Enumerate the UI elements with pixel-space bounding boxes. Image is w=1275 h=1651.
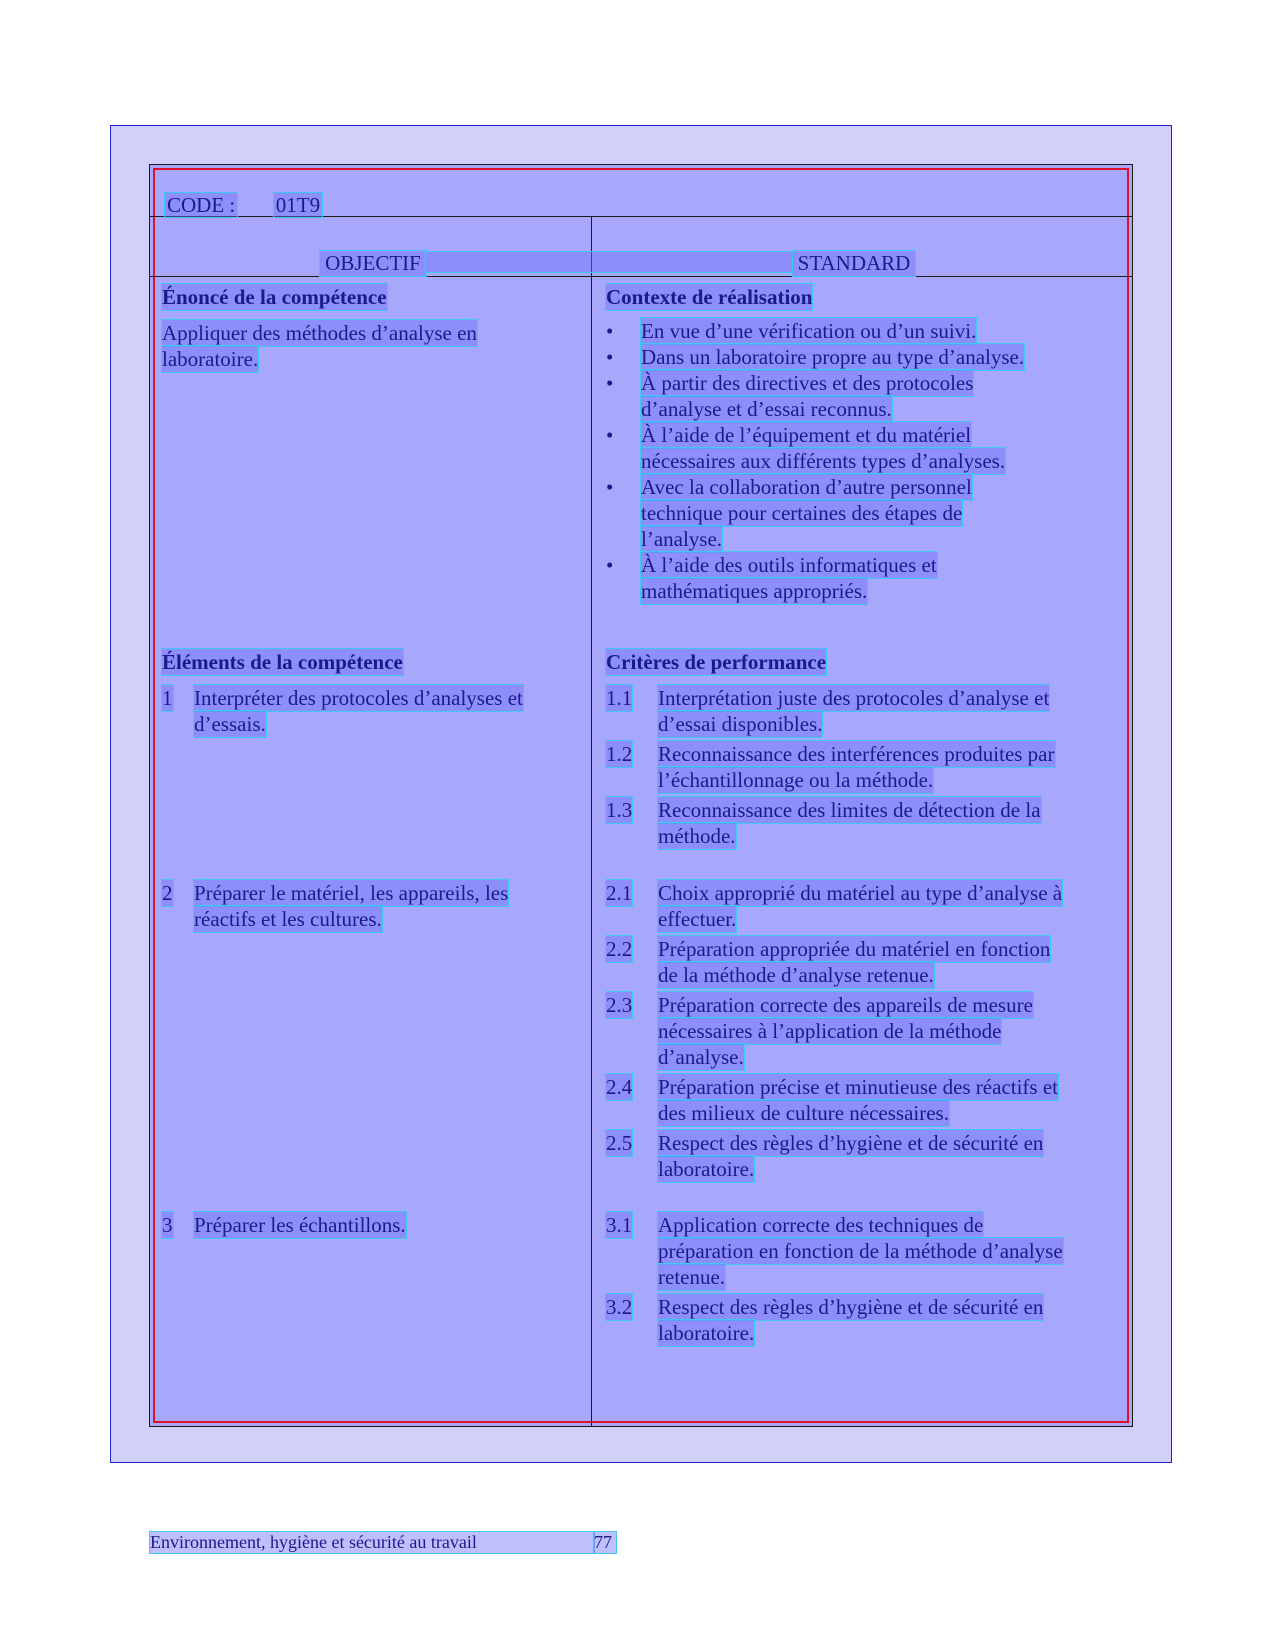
- critere-number: 2.3: [606, 993, 633, 1017]
- critere-number: 3.1: [606, 1213, 633, 1237]
- column-head-standard: STANDARD: [793, 251, 915, 276]
- critere-line: effectuer.: [658, 907, 737, 931]
- contexte-bullet-line: En vue d’une vérification ou d’un suivi.: [641, 319, 977, 343]
- column-head-band: [426, 252, 793, 272]
- bullet-icon: •: [606, 371, 614, 395]
- element-line: d’essais.: [194, 712, 266, 736]
- contexte-bullet-line: Dans un laboratoire propre au type d’analyse.: [641, 345, 1025, 369]
- critere-line: méthode.: [658, 824, 736, 848]
- enonce-line: Appliquer des méthodes d’analyse en: [162, 321, 477, 345]
- element-number: 1: [162, 686, 173, 710]
- enonce-line: laboratoire.: [162, 347, 259, 371]
- critere-line: Préparation appropriée du matériel en fonction: [658, 937, 1051, 961]
- criteres-title: Critères de performance: [606, 650, 827, 674]
- code-value: 01T9: [275, 193, 321, 217]
- critere-line: des milieux de culture nécessaires.: [658, 1101, 949, 1125]
- element-line: Préparer les échantillons.: [194, 1213, 406, 1237]
- element-line: Préparer le matériel, les appareils, les: [194, 881, 509, 905]
- critere-line: d’essai disponibles.: [658, 712, 823, 736]
- critere-line: Choix approprié du matériel au type d’analyse à: [658, 881, 1063, 905]
- element-line: Interpréter des protocoles d’analyses et: [194, 686, 523, 710]
- page-footer: [150, 1532, 616, 1553]
- critere-line: retenue.: [658, 1265, 726, 1289]
- critere-line: Application correcte des techniques de: [658, 1213, 984, 1237]
- column-head-divider: [149, 276, 1133, 277]
- critere-number: 1.1: [606, 686, 633, 710]
- column-head-objectif: OBJECTIF: [320, 251, 426, 276]
- code-row: [165, 193, 322, 218]
- critere-line: d’analyse.: [658, 1045, 744, 1069]
- critere-number: 1.3: [606, 798, 633, 822]
- page-number: 77: [594, 1532, 616, 1553]
- element-number: 2: [162, 881, 173, 905]
- critere-line: nécessaires à l’application de la méthode: [658, 1019, 1002, 1043]
- code-label: CODE :: [167, 193, 236, 217]
- critere-line: Interprétation juste des protocoles d’analyse et: [658, 686, 1050, 710]
- critere-line: laboratoire.: [658, 1321, 755, 1345]
- critere-number: 2.5: [606, 1131, 633, 1155]
- contexte-bullet-line: À partir des directives et des protocoles: [641, 371, 974, 395]
- critere-line: Respect des règles d’hygiène et de sécurité en: [658, 1295, 1044, 1319]
- critere-number: 3.2: [606, 1295, 633, 1319]
- contexte-bullet-line: Avec la collaboration d’autre personnel: [641, 475, 972, 499]
- critere-line: Préparation correcte des appareils de mesure: [658, 993, 1033, 1017]
- contexte-bullet-line: technique pour certaines des étapes de: [641, 501, 963, 525]
- critere-line: Reconnaissance des limites de détection de la: [658, 798, 1041, 822]
- contexte-bullet-line: nécessaires aux différents types d’analyses.: [641, 449, 1006, 473]
- enonce-title: Énoncé de la compétence: [162, 285, 387, 309]
- elements-title: Éléments de la compétence: [162, 650, 403, 674]
- critere-number: 2.2: [606, 937, 633, 961]
- critere-line: Reconnaissance des interférences produites par: [658, 742, 1055, 766]
- bullet-icon: •: [606, 475, 614, 499]
- critere-line: laboratoire.: [658, 1157, 755, 1181]
- column-divider: [591, 216, 592, 1427]
- critere-number: 2.1: [606, 881, 633, 905]
- contexte-bullet-line: À l’aide des outils informatiques et: [641, 553, 937, 577]
- critere-line: Respect des règles d’hygiène et de sécurité en: [658, 1131, 1044, 1155]
- critere-number: 2.4: [606, 1075, 633, 1099]
- contexte-bullet-line: mathématiques appropriés.: [641, 579, 868, 603]
- critere-line: de la méthode d’analyse retenue.: [658, 963, 934, 987]
- element-number: 3: [162, 1213, 173, 1237]
- bullet-icon: •: [606, 423, 614, 447]
- critere-number: 1.2: [606, 742, 633, 766]
- critere-line: Préparation précise et minutieuse des réactifs et: [658, 1075, 1059, 1099]
- contexte-bullet-line: d’analyse et d’essai reconnus.: [641, 397, 892, 421]
- contexte-bullet-line: À l’aide de l’équipement et du matériel: [641, 423, 972, 447]
- critere-line: préparation en fonction de la méthode d’analyse: [658, 1239, 1063, 1263]
- contexte-bullet-line: l’analyse.: [641, 527, 723, 551]
- bullet-icon: •: [606, 319, 614, 343]
- element-line: réactifs et les cultures.: [194, 907, 382, 931]
- critere-line: l’échantillonnage ou la méthode.: [658, 768, 934, 792]
- footer-text: Environnement, hygiène et sécurité au travail: [150, 1532, 594, 1553]
- contexte-title: Contexte de réalisation: [606, 285, 813, 309]
- bullet-icon: •: [606, 345, 614, 369]
- bullet-icon: •: [606, 553, 614, 577]
